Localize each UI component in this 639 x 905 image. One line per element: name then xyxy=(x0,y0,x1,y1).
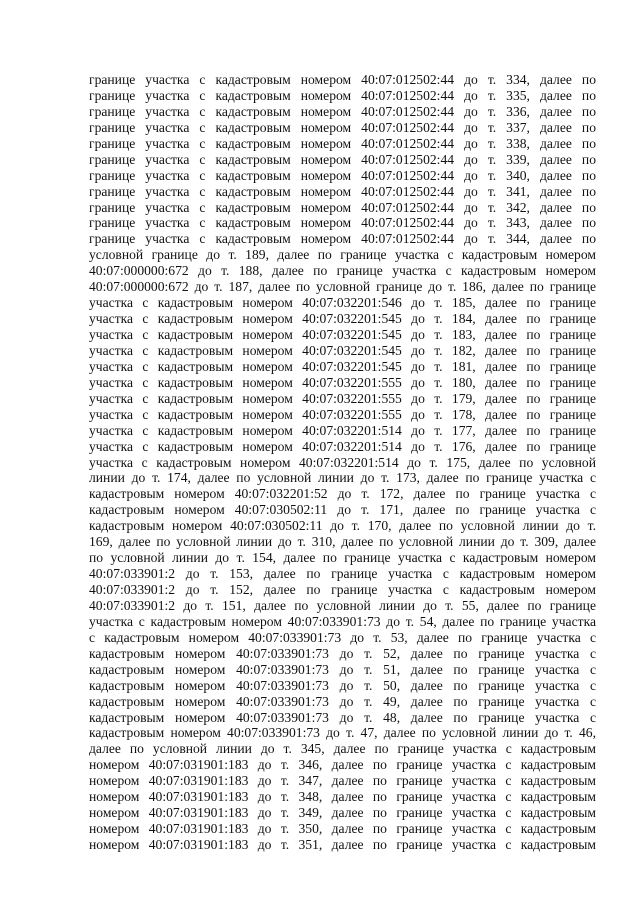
text-line: кадастровым номером 40:07:033901:73 до т. 48, далее по границе участка с xyxy=(89,709,596,725)
text-line: 40:07:000000:672 до т. 188, далее по границе участка с кадастровым номером xyxy=(89,263,596,279)
text-line: границе участка с кадастровым номером 40:07:012502:44 до т. 343, далее по xyxy=(89,215,596,231)
text-line: кадастровым номером 40:07:033901:73 до т. 50, далее по границе участка с xyxy=(89,677,596,693)
text-line: границе участка с кадастровым номером 40:07:012502:44 до т. 335, далее по xyxy=(89,87,596,103)
text-line: условной границе до т. 189, далее по границе участка с кадастровым номером xyxy=(89,247,596,263)
text-line: кадастровым номером 40:07:033901:73 до т. 49, далее по границе участка с xyxy=(89,693,596,709)
text-line: участка с кадастровым номером 40:07:032201:545 до т. 181, далее по границе xyxy=(89,358,596,374)
text-line: границе участка с кадастровым номером 40:07:012502:44 до т. 344, далее по xyxy=(89,231,596,247)
text-line: участка с кадастровым номером 40:07:032201:555 до т. 179, далее по границе xyxy=(89,390,596,406)
text-line: границе участка с кадастровым номером 40:07:012502:44 до т. 341, далее по xyxy=(89,183,596,199)
text-line: участка с кадастровым номером 40:07:032201:514 до т. 177, далее по границе xyxy=(89,422,596,438)
text-line: 40:07:000000:672 до т. 187, далее по условной границе до т. 186, далее по границе xyxy=(89,279,596,295)
text-line: номером 40:07:031901:183 до т. 349, далее по границе участка с кадастровым xyxy=(89,805,596,821)
text-line: участка с кадастровым номером 40:07:032201:545 до т. 182, далее по границе xyxy=(89,342,596,358)
text-line: границе участка с кадастровым номером 40:07:012502:44 до т. 340, далее по xyxy=(89,167,596,183)
text-line: участка с кадастровым номером 40:07:033901:73 до т. 54, далее по границе участка xyxy=(89,613,596,629)
text-line: границе участка с кадастровым номером 40:07:012502:44 до т. 342, далее по xyxy=(89,199,596,215)
text-line: номером 40:07:031901:183 до т. 348, далее по границе участка с кадастровым xyxy=(89,789,596,805)
text-line: 40:07:033901:2 до т. 153, далее по границе участка с кадастровым номером xyxy=(89,566,596,582)
text-line: кадастровым номером 40:07:033901:73 до т. 51, далее по границе участка с xyxy=(89,661,596,677)
text-line: номером 40:07:031901:183 до т. 346, далее по границе участка с кадастровым xyxy=(89,757,596,773)
text-line: кадастровым номером 40:07:030502:11 до т. 170, далее по условной линии до т. xyxy=(89,518,596,534)
text-line: кадастровым номером 40:07:032201:52 до т. 172, далее по границе участка с xyxy=(89,486,596,502)
text-line: участка с кадастровым номером 40:07:032201:546 до т. 185, далее по границе xyxy=(89,295,596,311)
text-line: кадастровым номером 40:07:033901:73 до т. 52, далее по границе участка с xyxy=(89,645,596,661)
text-line: участка с кадастровым номером 40:07:032201:555 до т. 178, далее по границе xyxy=(89,406,596,422)
text-line: участка с кадастровым номером 40:07:032201:514 до т. 175, далее по условной xyxy=(89,454,596,470)
document-body-text xyxy=(89,72,596,853)
text-line: кадастровым номером 40:07:030502:11 до т. 171, далее по границе участка с xyxy=(89,502,596,518)
text-line: границе участка с кадастровым номером 40:07:012502:44 до т. 336, далее по xyxy=(89,103,596,119)
text-line: границе участка с кадастровым номером 40:07:012502:44 до т. 337, далее по xyxy=(89,119,596,135)
text-line: кадастровым номером 40:07:033901:73 до т. 47, далее по условной линии до т. 46, xyxy=(89,725,596,741)
text-line: номером 40:07:031901:183 до т. 351, далее по границе участка с кадастровым xyxy=(89,837,596,852)
text-line: участка с кадастровым номером 40:07:032201:545 до т. 184, далее по границе xyxy=(89,311,596,327)
text-line: границе участка с кадастровым номером 40:07:012502:44 до т. 339, далее по xyxy=(89,151,596,167)
text-line: границе участка с кадастровым номером 40:07:012502:44 до т. 338, далее по xyxy=(89,135,596,151)
text-line: границе участка с кадастровым номером 40:07:012502:44 до т. 334, далее по xyxy=(89,72,596,87)
text-line: 40:07:033901:2 до т. 151, далее по условной линии до т. 55, далее по границе xyxy=(89,597,596,613)
text-line: 169, далее по условной линии до т. 310, далее по условной линии до т. 309, далее xyxy=(89,534,596,550)
text-line: участка с кадастровым номером 40:07:032201:545 до т. 183, далее по границе xyxy=(89,327,596,342)
text-line: номером 40:07:031901:183 до т. 347, далее по границе участка с кадастровым xyxy=(89,773,596,789)
text-line: с кадастровым номером 40:07:033901:73 до т. 53, далее по границе участка с xyxy=(89,629,596,645)
text-line: далее по условной линии до т. 345, далее по границе участка с кадастровым xyxy=(89,741,596,757)
text-line: номером 40:07:031901:183 до т. 350, далее по границе участка с кадастровым xyxy=(89,821,596,837)
text-line: участка с кадастровым номером 40:07:032201:514 до т. 176, далее по границе xyxy=(89,438,596,454)
text-line: 40:07:033901:2 до т. 152, далее по границе участка с кадастровым номером xyxy=(89,582,596,597)
text-line: линии до т. 174, далее по условной линии до т. 173, далее по границе участка с xyxy=(89,470,596,486)
text-line: по условной линии до т. 154, далее по границе участка с кадастровым номером xyxy=(89,550,596,566)
text-line: участка с кадастровым номером 40:07:032201:555 до т. 180, далее по границе xyxy=(89,374,596,390)
